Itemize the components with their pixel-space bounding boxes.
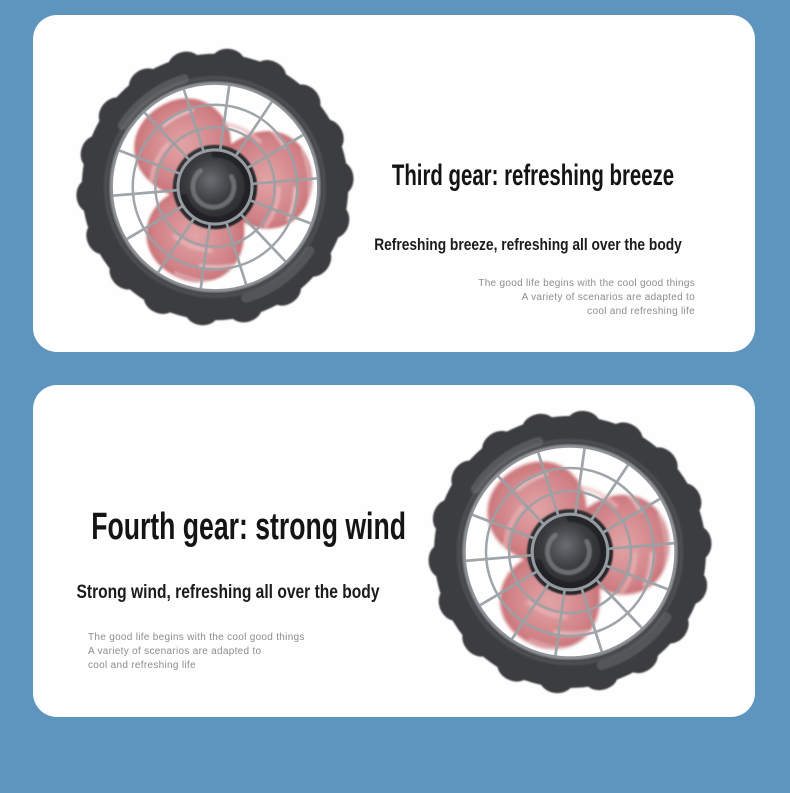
description-line: A variety of scenarios are adapted to [521,292,695,303]
panel-third-gear [33,15,755,352]
panel-description [88,631,305,673]
description-line: cool and refreshing life [587,306,695,317]
description-line: cool and refreshing life [88,660,196,671]
panel-subtitle: Refreshing breeze, refreshing all over the body [374,235,682,255]
description-line: The good life begins with the cool good things [478,278,695,289]
panel-fourth-gear [33,385,755,717]
spinning-fan-photo [71,43,359,331]
description-line: A variety of scenarios are adapted to [88,646,262,657]
spinning-fan-photo [423,405,717,699]
panel-title: Third gear: refreshing breeze [391,159,675,193]
description-line: The good life begins with the cool good things [88,632,305,643]
panel-title: Fourth gear: strong wind [91,506,406,549]
panel-description [478,277,695,319]
panel-subtitle: Strong wind, refreshing all over the body [76,581,380,603]
